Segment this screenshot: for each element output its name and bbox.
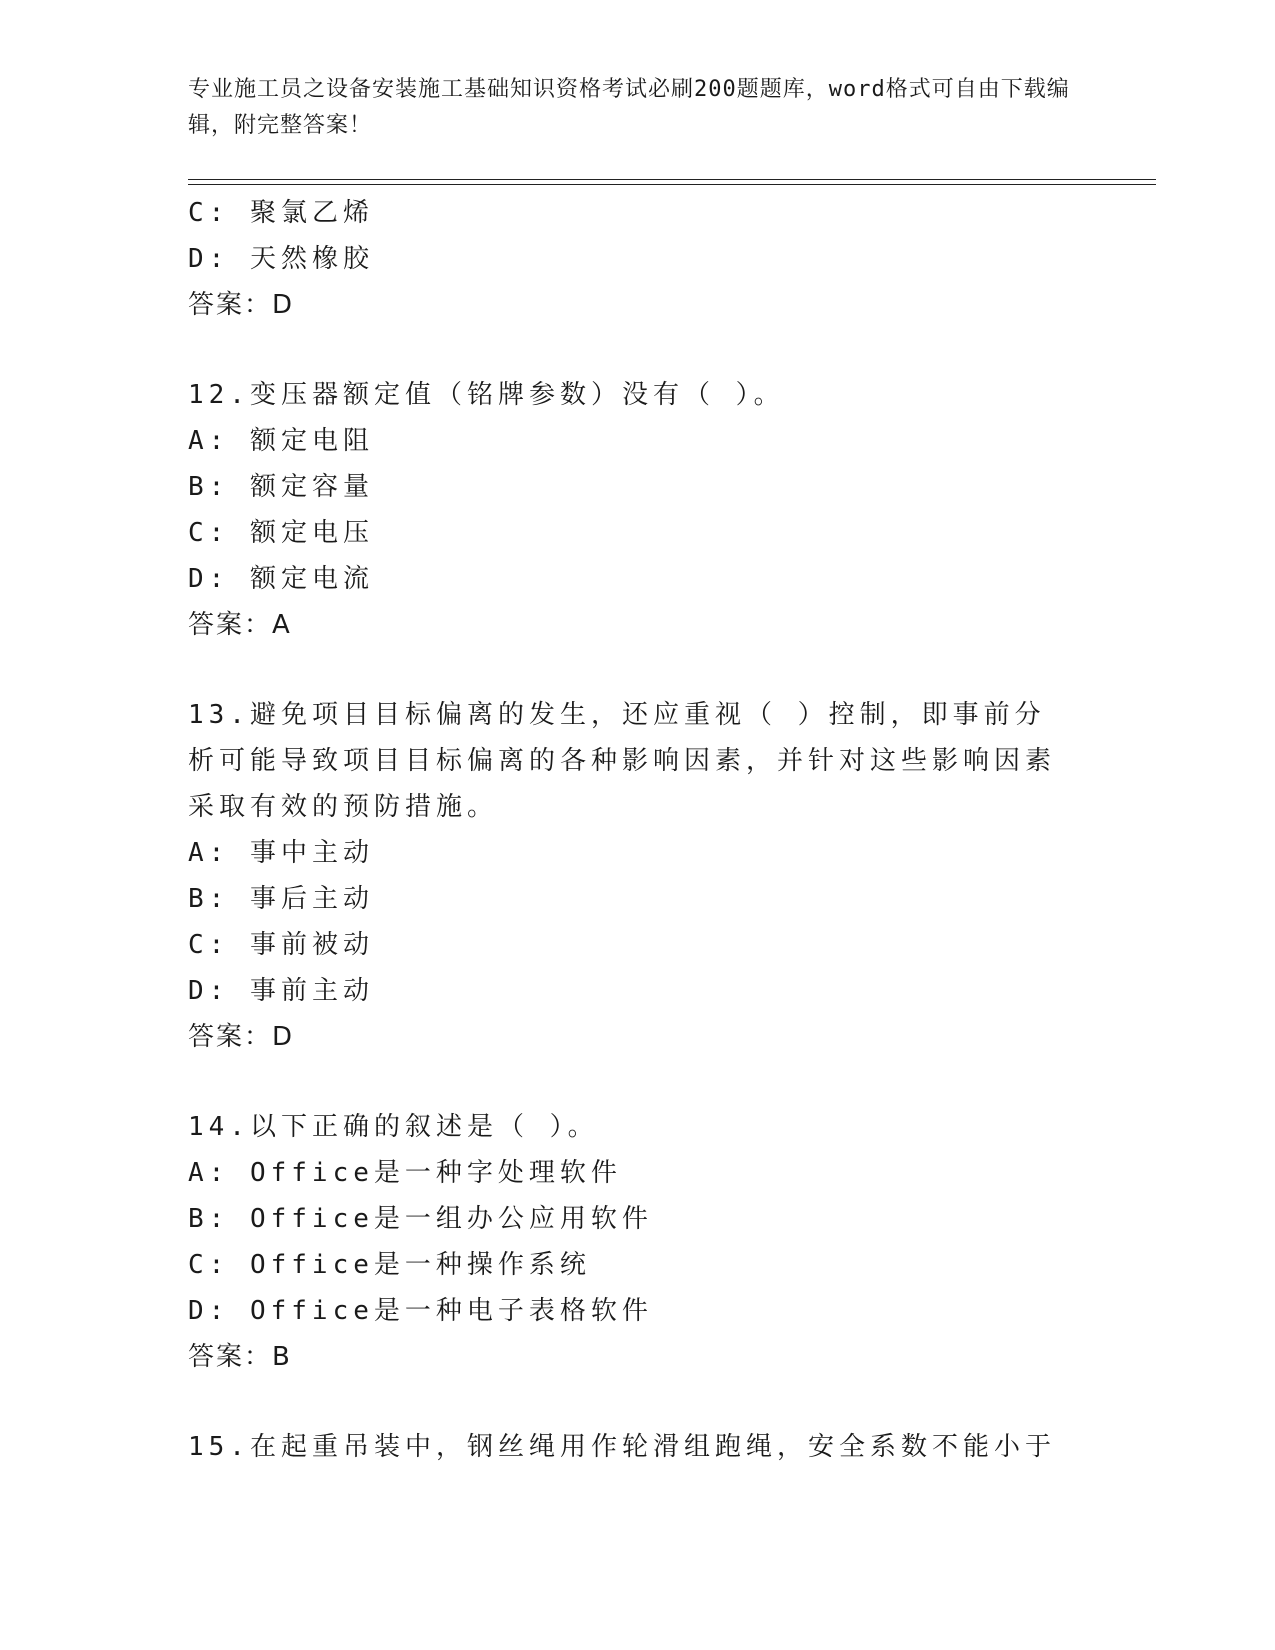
- option-a: A: Office是一种字处理软件: [188, 1158, 622, 1188]
- option-c: C: Office是一种操作系统: [188, 1250, 591, 1280]
- answer: 答案：D: [188, 1022, 295, 1052]
- option-d: D: Office是一种电子表格软件: [188, 1296, 653, 1326]
- answer: 答案：A: [188, 610, 292, 640]
- option-d: D: 事前主动: [188, 976, 374, 1006]
- option-a: A: 额定电阻: [188, 426, 374, 456]
- question-block-13: [188, 692, 1088, 1060]
- question-block-12: [188, 372, 1088, 648]
- option-c: C: 聚氯乙烯: [188, 198, 374, 228]
- question-stem: 14.以下正确的叙述是（ ）。: [188, 1112, 599, 1142]
- question-block-14: [188, 1104, 1088, 1380]
- spacer: [188, 1060, 1088, 1104]
- option-b: B: Office是一组办公应用软件: [188, 1204, 653, 1234]
- header-rule-bottom: [188, 184, 1156, 185]
- question-block-11-tail: [188, 190, 1088, 328]
- answer: 答案：D: [188, 290, 295, 320]
- header-rule-top: [188, 179, 1156, 180]
- question-stem: 15.在起重吊装中，钢丝绳用作轮滑组跑绳，安全系数不能小于: [188, 1432, 1056, 1462]
- option-c: C: 额定电压: [188, 518, 374, 548]
- spacer: [188, 1380, 1088, 1424]
- question-list: [188, 190, 1088, 1470]
- option-b: B: 事后主动: [188, 884, 374, 914]
- question-stem: 12.变压器额定值（铭牌参数）没有（ ）。: [188, 380, 785, 410]
- spacer: [188, 328, 1088, 372]
- option-a: A: 事中主动: [188, 838, 374, 868]
- option-d: D: 天然橡胶: [188, 244, 374, 274]
- option-b: B: 额定容量: [188, 472, 374, 502]
- document-header: 专业施工员之设备安装施工基础知识资格考试必刷200题题库，word格式可自由下载编辑，附完整答案！: [188, 77, 1070, 138]
- question-stem: 13.避免项目目标偏离的发生，还应重视（ ）控制，即事前分析可能导致项目目标偏离的各种影响因素，并针对这些影响因素采取有效的预防措施。: [188, 700, 1057, 822]
- spacer: [188, 648, 1088, 692]
- option-c: C: 事前被动: [188, 930, 374, 960]
- option-d: D: 额定电流: [188, 564, 374, 594]
- question-block-15: [188, 1424, 1088, 1470]
- answer: 答案：B: [188, 1342, 292, 1372]
